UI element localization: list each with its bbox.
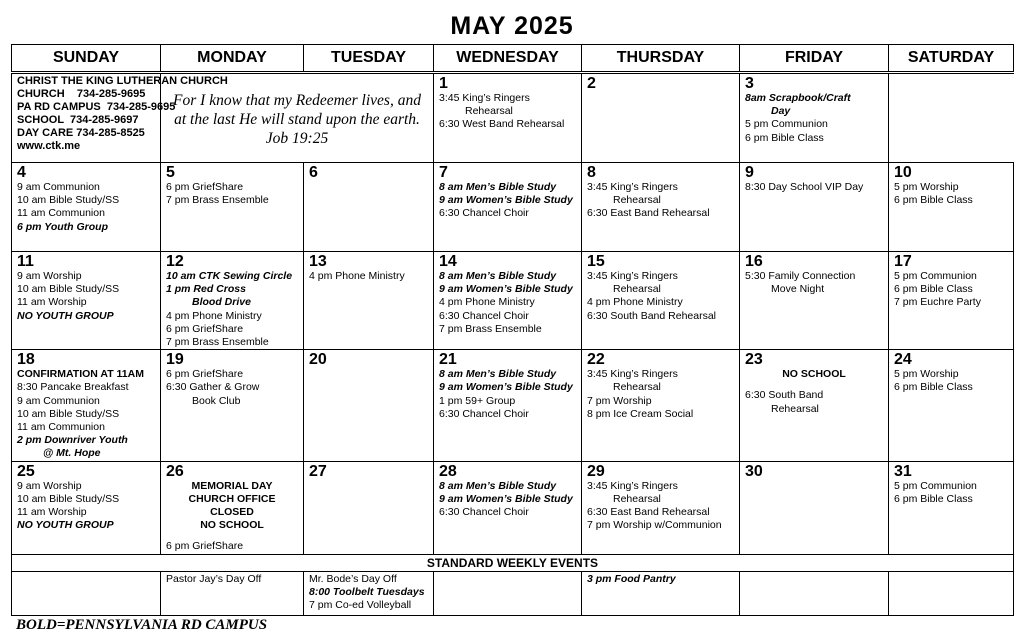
event-line: 6:30 Gather & Grow [166, 381, 260, 394]
event-line: 9 am Worship [17, 270, 82, 282]
weekly-events-cell [434, 571, 582, 615]
day-number: 21 [439, 351, 457, 369]
day-cell [161, 350, 304, 461]
standard-events-heading: STANDARD WEEKLY EVENTS [12, 554, 1014, 571]
weekly-events-cell [582, 571, 740, 615]
event-line: 10 am Bible Study/SS [17, 194, 120, 207]
day-cell [740, 163, 889, 252]
event-line: Pastor Jay’s Day Off [166, 572, 262, 585]
event-line: 5 pm Communion [745, 118, 828, 131]
weekday-header-row [12, 45, 1014, 73]
event-line: 10 am CTK Sewing Circle [166, 270, 293, 282]
event-line: 3:45 King’s Ringers [587, 270, 678, 282]
event-line: 6:30 Chancel Choir [439, 207, 529, 220]
event-line: 8 am Men’s Bible Study [439, 479, 557, 492]
week-row [12, 350, 1014, 461]
day-number: 31 [894, 462, 912, 480]
event-line: 6 pm Bible Class [745, 131, 824, 144]
event-line: 3:45 King’s Ringers [439, 92, 530, 104]
weekly-events-cell [12, 571, 161, 615]
event-line: 4 pm Phone Ministry [166, 309, 262, 322]
event-line: 1 pm Red Cross [166, 283, 246, 296]
event-line: 5 pm Worship [894, 181, 959, 193]
day-cell [12, 252, 161, 350]
event-line: Day [771, 105, 791, 118]
event-line: Book Club [192, 394, 241, 407]
event-line: 7 pm Worship [587, 394, 652, 407]
event-line: Rehearsal [613, 492, 661, 505]
day-number: 12 [166, 253, 184, 270]
day-cell [161, 252, 304, 350]
event-line: Move Night [771, 283, 825, 296]
event-line: 6 pm GriefShare [166, 181, 244, 193]
event-line: 5 pm Communion [894, 270, 977, 282]
day-number: 4 [17, 164, 26, 181]
month-calendar [11, 44, 1014, 616]
day-number: 15 [587, 253, 605, 270]
event-line: 7 pm Euchre Party [894, 296, 981, 309]
day-cell [740, 73, 889, 163]
week-row [12, 73, 1014, 163]
day-number: 14 [439, 253, 457, 270]
event-line: 1 pm 59+ Group [439, 394, 516, 407]
day-number: 29 [587, 462, 605, 480]
event-line: Rehearsal [771, 402, 819, 415]
church-info-line: CHRIST THE KING LUTHERAN CHURCH [17, 75, 228, 87]
day-cell [434, 73, 582, 163]
day-cell [304, 350, 434, 461]
event-line: 10 am Bible Study/SS [17, 407, 120, 420]
event-line: 8:30 Pancake Breakfast [17, 381, 129, 394]
day-cell [304, 163, 434, 252]
day-number: 8 [587, 164, 596, 181]
event-line: 6:30 South Band [745, 389, 824, 402]
day-cell [434, 163, 582, 252]
day-cell [740, 350, 889, 461]
event-line: 6 pm GriefShare [166, 540, 244, 553]
event-line: 6 pm Bible Class [894, 283, 973, 296]
day-cell [582, 252, 740, 350]
event-line: 7 pm Brass Ensemble [166, 336, 269, 349]
day-number: 25 [17, 462, 35, 480]
day-cell [12, 163, 161, 252]
weekday-header: THURSDAY [582, 45, 740, 73]
event-line: 9 am Women’s Bible Study [439, 283, 573, 296]
event-line: 6:30 Chancel Choir [439, 506, 529, 519]
day-cell [889, 252, 1014, 350]
event-line: 6 pm Bible Class [894, 194, 973, 207]
event-line: CONFIRMATION AT 11AM [17, 368, 144, 381]
event-line: 5 pm Communion [894, 479, 977, 492]
event-line: 9 am Women’s Bible Study [439, 194, 573, 207]
event-line: 9 am Communion [17, 181, 100, 193]
church-info-line: DAY CARE 734-285-8525 [17, 127, 145, 139]
event-line: Blood Drive [192, 296, 251, 309]
day-cell [582, 350, 740, 461]
church-website-link[interactable]: www.ctk.me [17, 140, 81, 152]
event-line: 5 pm Worship [894, 368, 959, 381]
event-line: 6 pm Bible Class [894, 492, 973, 505]
day-cell [889, 163, 1014, 252]
church-info-line: SCHOOL 734-285-9697 [17, 114, 139, 126]
day-cell [889, 461, 1014, 554]
event-line: NO SCHOOL [782, 368, 846, 381]
spacer [745, 381, 883, 389]
event-line: 8 am Men’s Bible Study [439, 181, 557, 193]
church-info-line: CHURCH 734-285-9695 [17, 88, 146, 100]
event-line: 9 am Communion [17, 394, 100, 407]
church-info-cell [12, 73, 228, 163]
event-line: 3:45 King’s Ringers [587, 368, 678, 381]
event-line: 10 am Bible Study/SS [17, 492, 120, 505]
event-line: 8am Scrapbook/Craft [745, 92, 851, 104]
event-line: 6 pm GriefShare [166, 322, 244, 335]
weekly-events-row [12, 571, 1014, 615]
day-number: 30 [745, 462, 763, 480]
event-line: 7 pm Brass Ensemble [166, 194, 269, 207]
event-line: 11 am Communion [17, 207, 105, 220]
event-line: 7 pm Worship w/Communion [587, 519, 722, 532]
event-line: 9 am Worship [17, 479, 82, 492]
event-line: 8 am Men’s Bible Study [439, 270, 557, 282]
standard-events-header-row [12, 554, 1014, 571]
event-line: MEMORIAL DAY [191, 479, 273, 492]
day-cell [161, 461, 304, 554]
event-line: Rehearsal [465, 105, 513, 118]
event-line: 9 am Women’s Bible Study [439, 492, 573, 505]
day-cell [12, 461, 161, 554]
day-number: 11 [17, 253, 34, 270]
event-line: 6:30 East Band Rehearsal [587, 207, 710, 220]
church-info-line: PA RD CAMPUS 734-285-9695 [17, 101, 176, 113]
event-line: 6:30 Chancel Choir [439, 309, 529, 322]
day-number: 27 [309, 462, 327, 480]
day-cell [434, 252, 582, 350]
weekly-events-cell [889, 571, 1014, 615]
day-number: 10 [894, 164, 912, 181]
event-line: 11 am Worship [17, 296, 87, 309]
day-cell [582, 163, 740, 252]
event-line: Rehearsal [613, 381, 661, 394]
event-line: CHURCH OFFICE CLOSED [188, 492, 276, 519]
day-number: 13 [309, 253, 327, 270]
day-cell [740, 252, 889, 350]
weekday-header: SUNDAY [12, 45, 161, 73]
day-cell [304, 461, 434, 554]
day-number: 16 [745, 253, 763, 270]
week-row [12, 163, 1014, 252]
event-line: 6 pm GriefShare [166, 368, 244, 381]
event-line: NO YOUTH GROUP [17, 519, 114, 532]
event-line: Rehearsal [613, 194, 661, 207]
event-line: 6 pm Bible Class [894, 381, 973, 394]
weekday-header: SATURDAY [889, 45, 1014, 73]
day-number: 20 [309, 351, 327, 369]
day-number: 5 [166, 164, 175, 181]
event-line: 6:30 South Band Rehearsal [587, 309, 717, 322]
week-row [12, 252, 1014, 350]
calendar-title: MAY 2025 [450, 12, 574, 40]
event-line: Mr. Bode’s Day Off [309, 572, 397, 585]
event-line: 3:45 King’s Ringers [587, 479, 678, 492]
event-line: 2 pm Downriver Youth [17, 434, 128, 447]
day-number: 26 [166, 462, 184, 480]
weekday-header: MONDAY [161, 45, 304, 73]
event-line: 6:30 West Band Rehearsal [439, 118, 565, 131]
weekday-header: TUESDAY [304, 45, 434, 73]
weekly-events-cell [740, 571, 889, 615]
day-number: 6 [309, 164, 318, 181]
day-number: 19 [166, 351, 184, 369]
event-line: 6:30 East Band Rehearsal [587, 506, 710, 519]
event-line: @ Mt. Hope [43, 447, 101, 460]
event-line: 4 pm Phone Ministry [439, 296, 535, 309]
event-line: NO SCHOOL [200, 519, 264, 532]
weekday-header: WEDNESDAY [434, 45, 582, 73]
event-line: 8 pm Ice Cream Social [587, 407, 694, 420]
day-cell [889, 350, 1014, 461]
day-number: 1 [439, 75, 448, 92]
day-cell [304, 252, 434, 350]
day-number: 18 [17, 351, 35, 369]
event-line: 7 pm Brass Ensemble [439, 322, 542, 335]
event-line: 5:30 Family Connection [745, 270, 856, 282]
event-line: 10 am Bible Study/SS [17, 283, 120, 296]
event-line: 6 pm Youth Group [17, 220, 108, 233]
day-number: 2 [587, 75, 596, 92]
weekly-events-cell [304, 571, 434, 615]
day-number: 22 [587, 351, 605, 369]
day-number: 9 [745, 164, 754, 181]
day-cell [434, 461, 582, 554]
spacer [166, 532, 298, 540]
day-number: 3 [745, 75, 754, 92]
event-line: 9 am Women’s Bible Study [439, 381, 573, 394]
weekly-events-cell [161, 571, 304, 615]
day-cell [161, 163, 304, 252]
event-line: 8 am Men’s Bible Study [439, 368, 557, 381]
event-line: 3 pm Food Pantry [587, 572, 676, 585]
event-line: 3:45 King’s Ringers [587, 181, 678, 193]
event-line: 11 am Communion [17, 421, 105, 434]
scripture-verse: For I know that my Redeemer lives, and at the last He will stand upon the earth. Job 19:25 [173, 92, 421, 147]
day-number: 28 [439, 462, 457, 480]
day-cell [434, 350, 582, 461]
day-cell [12, 350, 161, 461]
day-number: 17 [894, 253, 912, 270]
event-line: 8:00 Toolbelt Tuesdays [309, 585, 425, 598]
day-cell [740, 461, 889, 554]
day-number: 23 [745, 351, 763, 369]
event-line: 4 pm Phone Ministry [309, 270, 405, 282]
event-line: 8:30 Day School VIP Day [745, 181, 864, 193]
event-line: NO YOUTH GROUP [17, 309, 114, 322]
event-line: 11 am Worship [17, 506, 87, 519]
event-line: 4 pm Phone Ministry [587, 296, 683, 309]
event-line: Rehearsal [613, 283, 661, 296]
day-number: 7 [439, 164, 448, 181]
day-cell [582, 461, 740, 554]
day-number: 24 [894, 351, 912, 369]
event-line: 6:30 Chancel Choir [439, 407, 529, 420]
week-row [12, 461, 1014, 554]
event-line: 7 pm Co-ed Volleyball [309, 599, 412, 612]
weekday-header: FRIDAY [740, 45, 889, 73]
campus-legend: BOLD=PENNSYLVANIA RD CAMPUS [16, 617, 268, 633]
day-cell [582, 73, 740, 163]
